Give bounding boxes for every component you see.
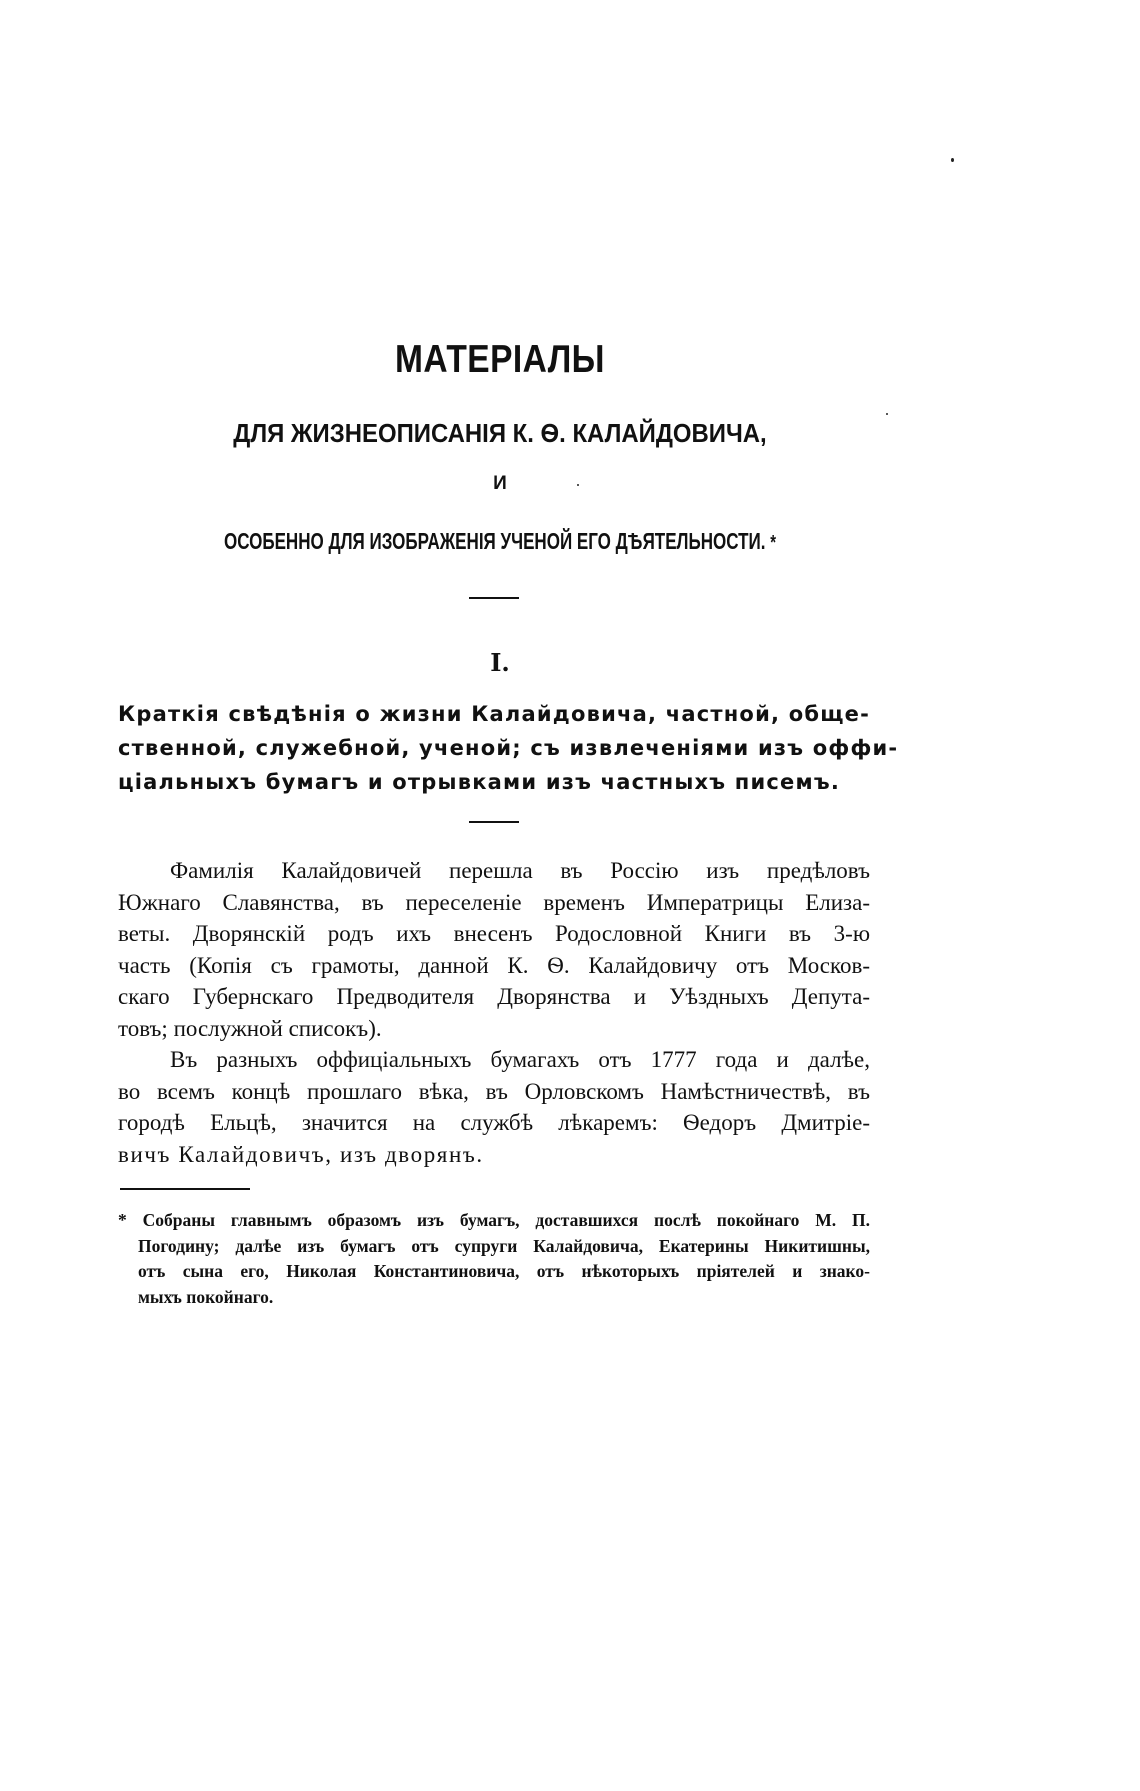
body-line: Фамилія Калайдовичей перешла въ Россію изъ предѣловъ: [170, 858, 870, 883]
body-line: Въ разныхъ оффиціальныхъ бумагахъ отъ 1777 года и далѣе,: [170, 1047, 870, 1072]
body-text: [118, 855, 870, 1170]
footnote-line: * Собраны главнымъ образомъ изъ бумагъ, доставшихся послѣ покойнаго М. П.: [118, 1210, 870, 1230]
footnote-line: Погодину; далѣе изъ бумагъ отъ супруги Калайдовича, Екатерины Никитишны,: [138, 1235, 870, 1256]
body-line: часть (Копія съ грамоты, данной К. Ѳ. Калайдовичу отъ Москов-: [118, 952, 870, 978]
scan-speck: [886, 413, 888, 415]
section-summary: [118, 697, 899, 799]
title-third-text: ОСОБЕННО ДЛЯ ИЗОБРАЖЕНІЯ УЧЕНОЙ ЕГО ДѢЯТЕЛЬНОСТИ.: [224, 528, 766, 554]
footnote-line: мыхъ покойнаго.: [138, 1286, 274, 1307]
separator-rule: [469, 821, 519, 823]
separator-rule: [469, 597, 519, 599]
body-line: вичъ Калайдовичъ, изъ дворянъ.: [118, 1141, 484, 1167]
body-line: скаго Губернскаго Предводителя Дворянства и Уѣздныхъ Депута-: [118, 984, 870, 1009]
body-line: городѣ Ельцѣ, значится на службѣ лѣкаремъ: Ѳедоръ Дмитріе-: [118, 1110, 870, 1135]
body-line: веты. Дворянскій родъ ихъ внесенъ Родословной Книги въ 3-ю: [118, 921, 870, 946]
section-number: I.: [490, 648, 510, 677]
body-line: Южнаго Славянства, въ переселеніе временъ Императрицы Елиза-: [118, 889, 870, 915]
scan-speck: [951, 158, 954, 162]
footnote-marker: *: [770, 532, 776, 554]
title-third-line: [130, 528, 870, 555]
summary-line: ственной, служебной, ученой; съ извлеченіями изъ оффи-: [118, 736, 899, 760]
footnote: [118, 1208, 870, 1310]
summary-line: Краткія свѣдѣнія о жизни Калайдовича, частной, обще-: [118, 702, 870, 726]
title-main: МАТЕРІАЛЫ: [395, 338, 605, 381]
footnote-line: отъ сына его, Николая Константиновича, отъ нѣкоторыхъ пріятелей и знако-: [138, 1261, 870, 1281]
body-line: во всемъ концѣ прошлаго вѣка, въ Орловскомъ Намѣстничествѣ, въ: [118, 1078, 870, 1104]
title-subtitle: ДЛЯ ЖИЗНЕОПИСАНІЯ К. Ѳ. КАЛАЙДОВИЧА,: [233, 418, 767, 448]
summary-line: ціальныхъ бумагъ и отрывками изъ частныхъ писемъ.: [118, 770, 841, 794]
scan-speck: [577, 484, 579, 486]
title-conjunction: И: [493, 473, 507, 494]
footnote-rule: [120, 1188, 250, 1190]
body-line: товъ; послужной списокъ).: [118, 1015, 382, 1041]
